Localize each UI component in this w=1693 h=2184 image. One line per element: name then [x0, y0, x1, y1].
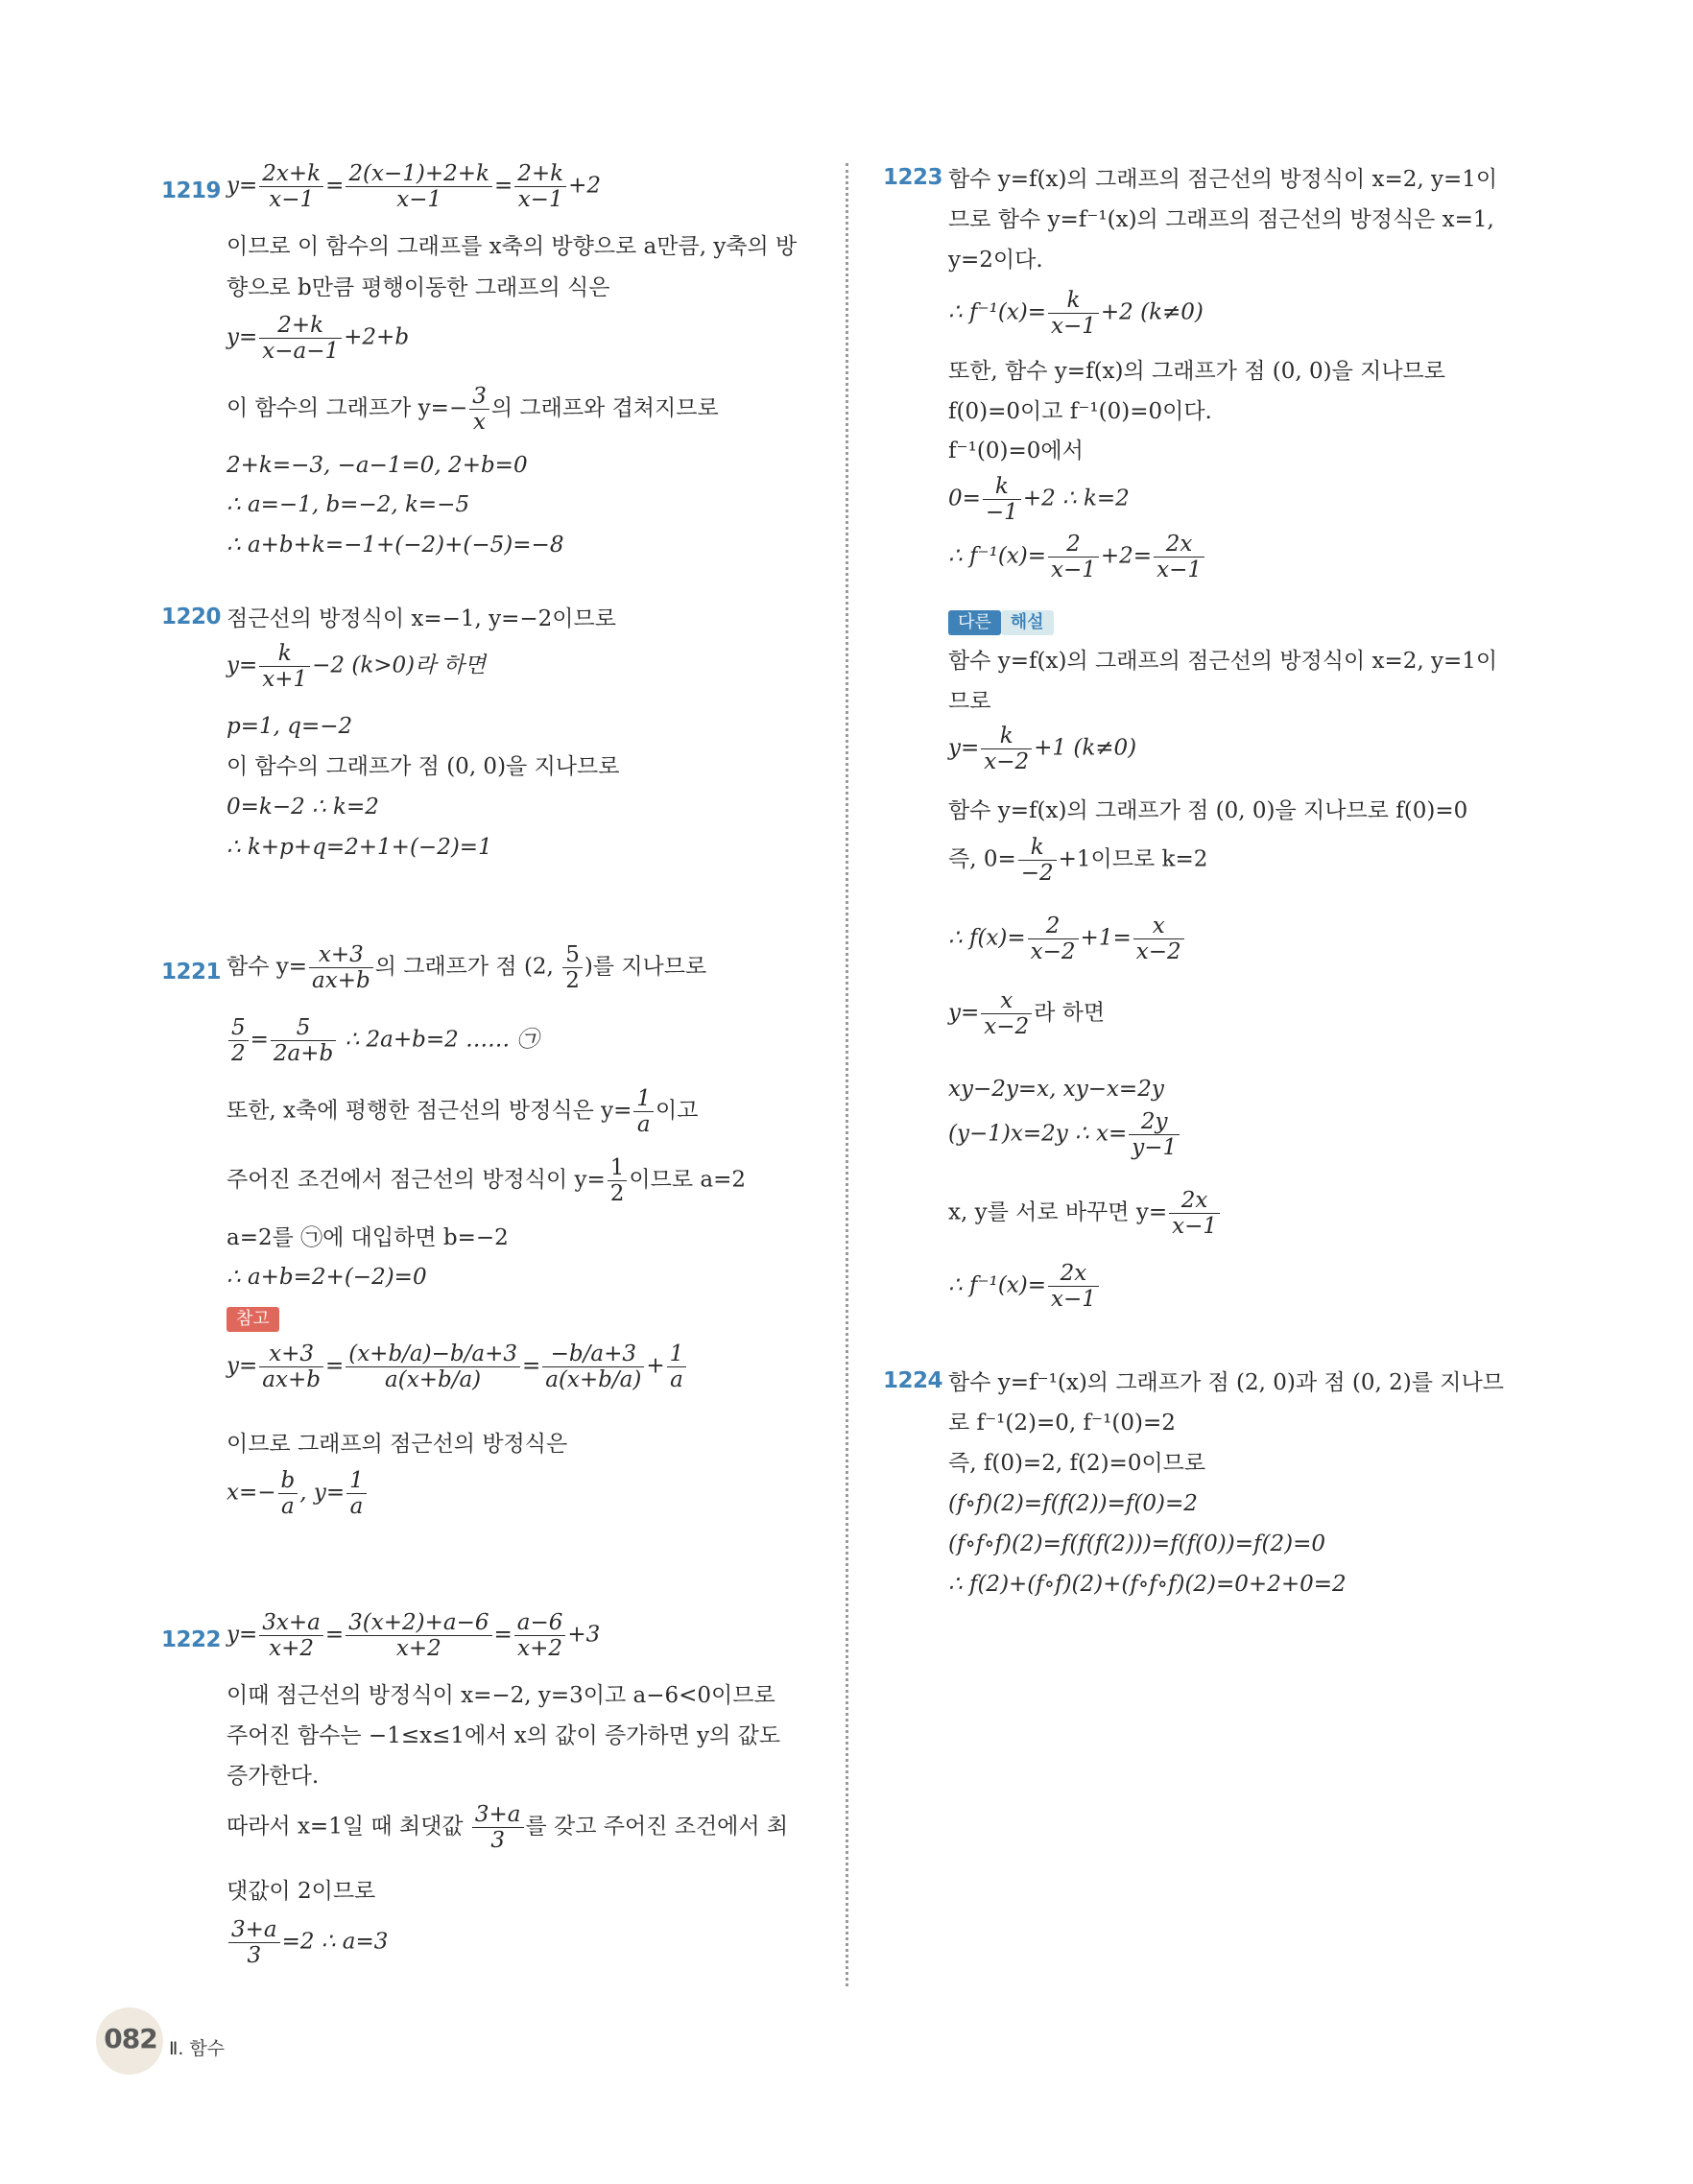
denominator: a — [670, 1367, 683, 1392]
text-line: p=1, q=−2 — [227, 714, 353, 739]
denominator: x−2 — [984, 1014, 1030, 1039]
text: 이고 — [656, 1098, 699, 1124]
fraction — [346, 1468, 367, 1519]
equation-line — [948, 724, 1545, 774]
text: +2 (k≠0) — [1100, 299, 1204, 325]
numerator: 2x — [1169, 1188, 1220, 1214]
text-line: 댓값이 2이므로 — [227, 1879, 376, 1904]
equation-line — [948, 988, 1545, 1039]
fraction — [1133, 914, 1184, 964]
text: ∴ f⁻¹(x)= — [948, 299, 1047, 325]
alt-solution-tag-line — [948, 606, 1545, 635]
text: x, y를 서로 바꾸면 y= — [948, 1199, 1168, 1225]
equation-line — [227, 161, 814, 212]
text-line: 이때 점근선의 방정식이 x=−2, y=3이고 a−6<0이므로 — [227, 1683, 775, 1708]
equation-line — [948, 1261, 1545, 1312]
fraction — [469, 384, 489, 435]
text-line: 이므로 그래프의 점근선의 방정식은 — [227, 1432, 568, 1457]
problem-number: 1224 — [883, 1368, 943, 1393]
text: 를 갖고 주어진 조건에서 최 — [525, 1814, 789, 1840]
fraction — [1048, 288, 1099, 339]
text: = — [324, 1622, 345, 1648]
fraction — [1129, 1109, 1180, 1160]
numerator: 5 — [228, 1015, 249, 1041]
text-line: 즉, f(0)=2, f(2)=0이므로 — [948, 1451, 1206, 1476]
numerator: k — [1048, 288, 1099, 314]
equation-line — [227, 1802, 814, 1853]
fraction — [608, 1155, 628, 1206]
denominator: x−1 — [1051, 558, 1096, 582]
text: = — [521, 1353, 541, 1379]
fraction — [1018, 835, 1057, 886]
equation-line — [227, 942, 814, 993]
equation-line — [227, 1341, 814, 1392]
text-line: 이 함수의 그래프가 점 (0, 0)을 지나므로 — [227, 754, 620, 779]
denominator: y−1 — [1132, 1135, 1178, 1160]
problem-number: 1223 — [883, 165, 943, 190]
denominator: 2a+b — [273, 1041, 334, 1066]
numerator: k — [1018, 835, 1057, 861]
numerator: x+3 — [309, 942, 373, 968]
text: + — [646, 1353, 665, 1379]
text-line: ∴ f(2)+(f∘f)(2)+(f∘f∘f)(2)=0+2+0=2 — [948, 1572, 1347, 1597]
problem-number: 1220 — [161, 605, 222, 629]
text-line: ∴ a=−1, b=−2, k=−5 — [227, 492, 470, 517]
equation-line — [227, 1015, 814, 1066]
equation-line — [948, 1109, 1545, 1160]
text: +2 ∴ k=2 — [1022, 486, 1130, 511]
numerator: −b/a+3 — [542, 1341, 644, 1367]
numerator: 2y — [1129, 1109, 1180, 1135]
numerator: k — [983, 474, 1021, 500]
fraction — [472, 1802, 524, 1853]
text: 함수 y= — [227, 954, 308, 980]
denominator: ax+b — [262, 1367, 321, 1392]
numerator: 1 — [667, 1341, 687, 1367]
text: 의 그래프가 점 (2, — [374, 954, 561, 980]
text: x=− — [227, 1480, 276, 1506]
equation-line — [227, 1155, 814, 1206]
numerator: x+3 — [259, 1341, 323, 1367]
text-line: 향으로 b만큼 평행이동한 그래프의 식은 — [227, 275, 610, 300]
denominator: 3 — [247, 1943, 262, 1968]
text: 따라서 x=1일 때 최댓값 — [227, 1814, 470, 1840]
numerator: 3x+a — [259, 1610, 323, 1636]
text: y= — [227, 173, 258, 199]
numerator: 2+k — [514, 161, 566, 187]
text-line: 함수 y=f⁻¹(x)의 그래프가 점 (2, 0)과 점 (0, 2)를 지나므 — [948, 1370, 1504, 1395]
numerator: 5 — [271, 1015, 336, 1041]
text-line: f(0)=0이고 f⁻¹(0)=0이다. — [948, 399, 1212, 424]
text: )를 지나므로 — [584, 954, 707, 980]
equation-line — [227, 1917, 814, 1968]
problem-number: 1219 — [161, 178, 222, 203]
denominator: x−1 — [1051, 314, 1096, 339]
text: ∴ f⁻¹(x)= — [948, 543, 1047, 569]
text: 이 함수의 그래프가 y=− — [227, 395, 468, 421]
numerator: 2x — [1154, 532, 1204, 558]
fraction — [542, 1341, 644, 1392]
fraction — [514, 161, 566, 212]
fraction — [309, 942, 373, 993]
numerator: 2 — [1028, 914, 1079, 939]
fraction — [633, 1086, 654, 1137]
text: +2 — [568, 173, 601, 199]
fraction — [981, 724, 1032, 774]
text: y= — [227, 324, 258, 350]
reference-tag: 참고 — [227, 1307, 279, 1332]
denominator: ax+b — [312, 968, 370, 993]
text: −2 (k>0)라 하면 — [312, 653, 487, 678]
fraction — [271, 1015, 336, 1066]
equation-line — [227, 1086, 814, 1137]
denominator: a(x+b/a) — [385, 1367, 482, 1392]
text-line: 점근선의 방정식이 x=−1, y=−2이므로 — [227, 606, 616, 631]
numerator: a−6 — [514, 1610, 566, 1636]
page-number: 082 — [104, 2023, 157, 2054]
text: +1= — [1080, 925, 1132, 951]
equation-line — [948, 835, 1545, 886]
fraction — [346, 1610, 491, 1661]
denominator: a — [281, 1494, 295, 1519]
fraction — [1169, 1188, 1220, 1239]
text-line: ∴ a+b=2+(−2)=0 — [227, 1265, 427, 1290]
text-line: 이므로 이 함수의 그래프를 x축의 방향으로 a만큼, y축의 방 — [227, 234, 798, 259]
numerator: x — [1133, 914, 1184, 939]
fraction — [981, 988, 1032, 1039]
fraction — [562, 942, 583, 993]
numerator: 3 — [469, 384, 489, 410]
equation-line — [227, 1610, 814, 1661]
denominator: x−1 — [1156, 558, 1202, 582]
fraction — [667, 1341, 687, 1392]
denominator: x−2 — [1030, 939, 1076, 964]
denominator: a — [349, 1494, 364, 1519]
fraction — [228, 1015, 249, 1066]
numerator: x — [981, 988, 1032, 1014]
text-line: 함수 y=f(x)의 그래프가 점 (0, 0)을 지나므로 f(0)=0 — [948, 798, 1468, 823]
text: y= — [948, 735, 980, 761]
denominator: x−2 — [984, 749, 1030, 774]
text: y= — [948, 1000, 980, 1026]
text-line: 므로 함수 y=f⁻¹(x)의 그래프의 점근선의 방정식은 x=1, — [948, 207, 1494, 232]
denominator: x−a−1 — [262, 339, 340, 364]
fraction — [259, 1610, 323, 1661]
text: (y−1)x=2y ∴ x= — [948, 1121, 1128, 1147]
denominator: a(x+b/a) — [545, 1367, 642, 1392]
text: ∴ 2a+b=2 …… ㉠ — [338, 1027, 539, 1053]
alt-solution-tag-suffix: 해설 — [1001, 610, 1054, 635]
text-line: 함수 y=f(x)의 그래프의 점근선의 방정식이 x=2, y=1이 — [948, 649, 1498, 674]
text: 라 하면 — [1034, 1000, 1106, 1026]
text-line: (f∘f)(2)=f(f(2))=f(0)=2 — [948, 1491, 1198, 1516]
denominator: x+2 — [395, 1636, 441, 1661]
text: = — [324, 1353, 345, 1379]
text-line: 2+k=−3, −a−1=0, 2+b=0 — [227, 453, 528, 478]
text: y= — [227, 1622, 258, 1648]
denominator: x−1 — [1172, 1214, 1217, 1239]
text-line: 또한, 함수 y=f(x)의 그래프가 점 (0, 0)을 지나므로 — [948, 359, 1445, 384]
denominator: x−1 — [1051, 1287, 1096, 1312]
equation-line — [227, 641, 814, 692]
numerator: k — [259, 641, 310, 667]
text: , y= — [299, 1480, 346, 1506]
numerator: (x+b/a)−b/a+3 — [346, 1341, 520, 1367]
text-line: (f∘f∘f)(2)=f(f(f(2)))=f(f(0))=f(2)=0 — [948, 1531, 1325, 1556]
denominator: x+2 — [517, 1636, 563, 1661]
fraction — [514, 1610, 566, 1661]
text: y= — [227, 1353, 258, 1379]
denominator: 3 — [490, 1828, 505, 1853]
numerator: 2x+k — [259, 161, 323, 187]
equation-line — [227, 313, 814, 364]
denominator: x−1 — [269, 187, 315, 212]
numerator: 3(x+2)+a−6 — [346, 1610, 491, 1636]
text-line: f⁻¹(0)=0에서 — [948, 439, 1084, 463]
numerator: 2 — [1048, 532, 1099, 558]
text: +1 (k≠0) — [1034, 735, 1137, 761]
equation-line — [948, 532, 1545, 582]
equation-line — [948, 288, 1545, 339]
fraction — [259, 1341, 323, 1392]
text-line: 0=k−2 ∴ k=2 — [227, 795, 379, 819]
text-line: ∴ k+p+q=2+1+(−2)=1 — [227, 835, 492, 860]
text: 즉, 0= — [948, 846, 1016, 872]
text-line: ∴ a+b+k=−1+(−2)+(−5)=−8 — [227, 533, 564, 558]
chapter-title: Ⅱ. 함수 — [169, 2038, 226, 2059]
fraction — [259, 313, 342, 364]
equation-line — [227, 384, 814, 435]
problem-number: 1222 — [161, 1627, 222, 1652]
fraction — [1028, 914, 1079, 964]
denominator: −1 — [985, 500, 1018, 525]
equation-line — [948, 474, 1545, 525]
equation-line — [948, 1188, 1545, 1239]
fraction — [259, 641, 310, 692]
text-line: a=2를 ㉠에 대입하면 b=−2 — [227, 1225, 509, 1250]
numerator: 2(x−1)+2+k — [346, 161, 492, 187]
numerator: 1 — [633, 1086, 654, 1112]
fraction — [228, 1917, 280, 1968]
text: ∴ f(x)= — [948, 925, 1026, 951]
denominator: x+1 — [262, 667, 308, 692]
numerator: 1 — [608, 1155, 628, 1181]
text: 의 그래프와 겹쳐지므로 — [490, 395, 719, 421]
fraction — [1048, 1261, 1099, 1312]
fraction — [346, 161, 492, 212]
text-line: 함수 y=f(x)의 그래프의 점근선의 방정식이 x=2, y=1이 — [948, 167, 1498, 192]
problem-number: 1221 — [161, 960, 222, 985]
text: = — [325, 173, 345, 199]
denominator: x+2 — [269, 1636, 314, 1661]
denominator: 2 — [609, 1181, 625, 1206]
text-line: 주어진 함수는 −1≤x≤1에서 x의 값이 증가하면 y의 값도 — [227, 1723, 781, 1748]
text: = — [493, 173, 513, 199]
numerator: 2+k — [259, 313, 342, 339]
text: 0= — [948, 486, 981, 511]
fraction — [259, 161, 323, 212]
text: 이므로 a=2 — [629, 1167, 747, 1193]
column-divider — [846, 163, 848, 1986]
reference-tag-line — [227, 1303, 814, 1332]
fraction — [1154, 532, 1204, 582]
numerator: b — [278, 1468, 298, 1494]
text: 또한, x축에 평행한 점근선의 방정식은 y= — [227, 1098, 632, 1124]
text: +2= — [1100, 543, 1153, 569]
equation-line — [948, 914, 1545, 964]
fraction — [983, 474, 1021, 525]
text: +1이므로 k=2 — [1058, 846, 1208, 872]
numerator: 2x — [1048, 1261, 1099, 1287]
alt-solution-tag: 다른 — [948, 610, 1001, 635]
numerator: 3+a — [228, 1917, 280, 1943]
denominator: −2 — [1020, 861, 1054, 886]
fraction — [278, 1468, 298, 1519]
numerator: 1 — [346, 1468, 367, 1494]
fraction — [346, 1341, 520, 1392]
numerator: 5 — [562, 942, 583, 968]
text: +3 — [567, 1622, 601, 1648]
text-line: 로 f⁻¹(2)=0, f⁻¹(0)=2 — [948, 1411, 1176, 1436]
text: =2 ∴ a=3 — [281, 1929, 389, 1955]
text-line: xy−2y=x, xy−x=2y — [948, 1077, 1164, 1102]
numerator: 3+a — [472, 1802, 524, 1828]
text: y= — [227, 653, 258, 678]
text-line: 증가한다. — [227, 1764, 320, 1789]
fraction — [1048, 532, 1099, 582]
equation-line — [227, 1468, 814, 1519]
denominator: a — [636, 1112, 651, 1137]
denominator: x−1 — [396, 187, 442, 212]
text-line: y=2이다. — [948, 248, 1043, 273]
denominator: x−1 — [517, 187, 563, 212]
text: = — [250, 1027, 269, 1053]
text: ∴ f⁻¹(x)= — [948, 1272, 1047, 1298]
text: = — [493, 1622, 513, 1648]
text-line: 므로 — [948, 689, 991, 714]
denominator: x — [473, 410, 487, 435]
denominator: 2 — [565, 968, 580, 993]
text: 주어진 조건에서 점근선의 방정식이 y= — [227, 1167, 606, 1193]
denominator: x−2 — [1135, 939, 1181, 964]
numerator: k — [981, 724, 1032, 749]
text: +2+b — [344, 324, 410, 350]
denominator: 2 — [231, 1041, 246, 1066]
